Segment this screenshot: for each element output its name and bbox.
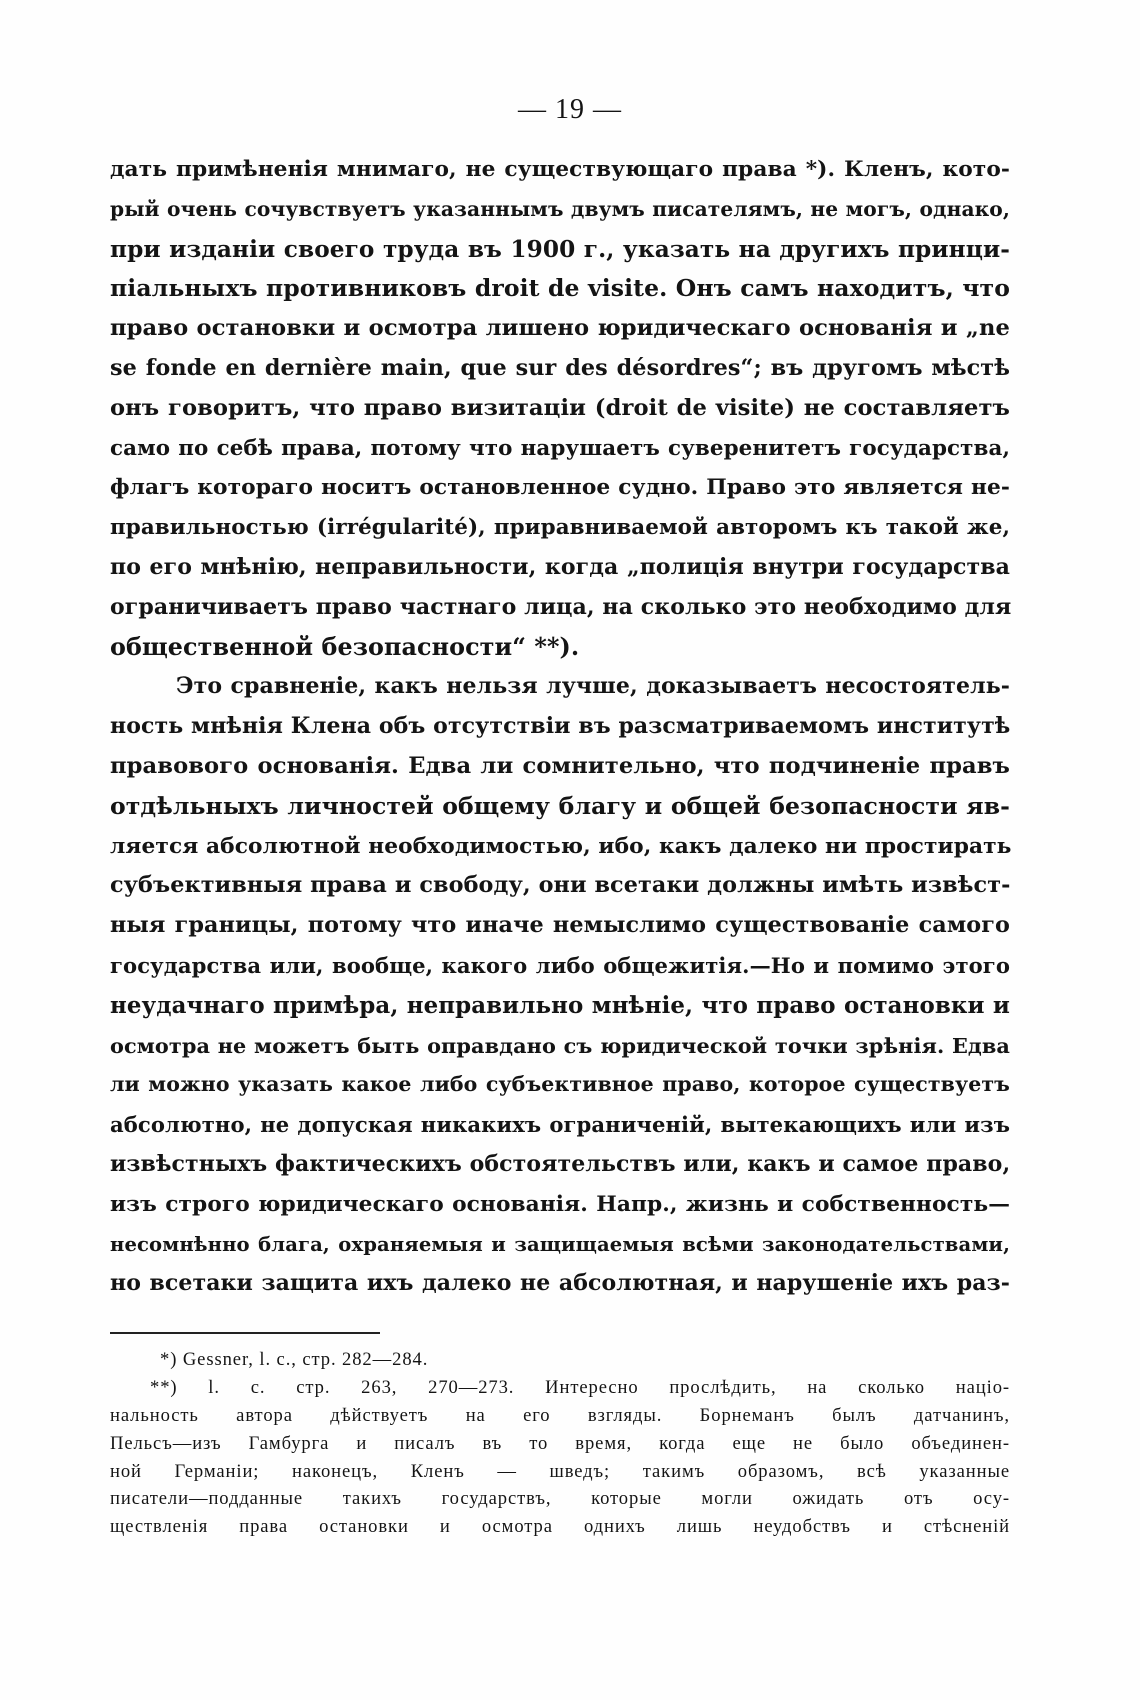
text-line: ность мнѣнія Клена объ отсутствіи въ разсматриваемомъ институтѣ bbox=[110, 713, 1011, 740]
text-line: правового основанія. Едва ли сомнительно, что подчиненіе правъ bbox=[110, 752, 1010, 779]
text-line: отдѣльныхъ личностей общему благу и общей безопасности яв- bbox=[110, 791, 1010, 820]
text-line: по его мнѣнію, неправильности, когда „полиція внутри государства bbox=[110, 553, 1010, 580]
text-line: извѣстныхъ фактическихъ обстоятельствъ или, какъ и самое право, bbox=[110, 1150, 1011, 1177]
text-line: ограничиваетъ право частнаго лица, на сколько это необходимо для bbox=[110, 593, 1012, 620]
text-line: право остановки и осмотра лишено юридическаго основанія и „ne bbox=[110, 315, 1010, 342]
footnote-line: Пельсъ—изъ Гамбурга и писалъ въ то время, когда еще не было объединен- bbox=[110, 1432, 1010, 1454]
text-line: ныя границы, потому что иначе немыслимо существованіе самого bbox=[110, 912, 1010, 939]
footnote-separator bbox=[110, 1332, 380, 1334]
footnote-line: писатели—подданные такихъ государствъ, которые могли ожидать отъ осу- bbox=[110, 1488, 1010, 1510]
footnote-2-first-line: **) l. c. стр. 263, 270—273. Интересно прослѣдить, на сколько націо- bbox=[150, 1376, 1010, 1398]
footnote-1: *) Gessner, l. c., стр. 282—284. bbox=[160, 1349, 429, 1370]
text-line: при изданіи своего труда въ 1900 г., указать на другихъ принци- bbox=[110, 235, 1010, 263]
text-line: неудачнаго примѣра, неправильно мнѣніе, что право остановки и bbox=[110, 991, 1010, 1019]
paragraph-first-line: Это сравненіе, какъ нельзя лучше, доказываетъ несостоятель- bbox=[176, 673, 1010, 700]
page-number: — 19 — bbox=[518, 94, 622, 125]
text-line: но всетаки защита ихъ далеко не абсолютная, и нарушеніе ихъ раз- bbox=[110, 1270, 1010, 1297]
text-line: флагъ котораго носитъ остановленное судно. Право это является не- bbox=[110, 475, 1010, 501]
text-line: изъ строго юридическаго основанія. Напр., жизнь и собственность— bbox=[110, 1191, 1010, 1217]
footnotes bbox=[110, 1346, 1010, 1541]
text-line: государства или, вообще, какого либо общежитія.—Но и помимо этого bbox=[110, 952, 1010, 978]
text-line: общественной безопасности“ **). bbox=[110, 632, 580, 661]
text-line: субъективныя права и свободу, они всетаки должны имѣть извѣст- bbox=[110, 872, 1011, 899]
text-line: se fonde en dernière main, que sur des désordres“; въ другомъ мѣстѣ bbox=[110, 354, 1010, 381]
footnote-line: ществленія права остановки и осмотра однихъ лишь неудобствъ и стѣсненій bbox=[110, 1516, 1010, 1538]
text-line: правильностью (irrégularité), приравниваемой авторомъ къ такой же, bbox=[110, 515, 1010, 541]
text-line: абсолютно, не допуская никакихъ ограниченій, вытекающихъ или изъ bbox=[110, 1112, 1010, 1138]
text-line: рый очень сочувствуетъ указаннымъ двумъ писателямъ, не могъ, однако, bbox=[110, 196, 1010, 221]
text-line: онъ говоритъ, что право визитаціи (droit de visite) не составляетъ bbox=[110, 394, 1010, 421]
text-line: несомнѣнно блага, охраняемыя и защищаемыя всѣми законодательствами, bbox=[110, 1232, 1010, 1256]
text-line: осмотра не можетъ быть оправдано съ юридической точки зрѣнія. Едва bbox=[110, 1032, 1010, 1058]
footnote-line: ной Германіи; наконецъ, Кленъ — шведъ; такимъ образомъ, всѣ указанные bbox=[110, 1460, 1010, 1482]
footnote-line: нальность автора дѣйствуетъ на его взгляды. Борнеманъ былъ датчанинъ, bbox=[110, 1404, 1010, 1426]
text-line: ляется абсолютной необходимостью, ибо, какъ далеко ни простирать bbox=[110, 833, 1012, 859]
text-line: само по себѣ права, потому что нарушаетъ суверенитетъ государства, bbox=[110, 435, 1010, 461]
main-text bbox=[110, 150, 1010, 1304]
text-line: ли можно указать какое либо субъективное право, которое существуетъ bbox=[110, 1072, 1010, 1097]
text-line: піальныхъ противниковъ droit de visite. Онъ самъ находитъ, что bbox=[110, 274, 1010, 303]
text-line: дать примѣненія мнимаго, не существующаго права *). Кленъ, кото- bbox=[110, 157, 1010, 182]
